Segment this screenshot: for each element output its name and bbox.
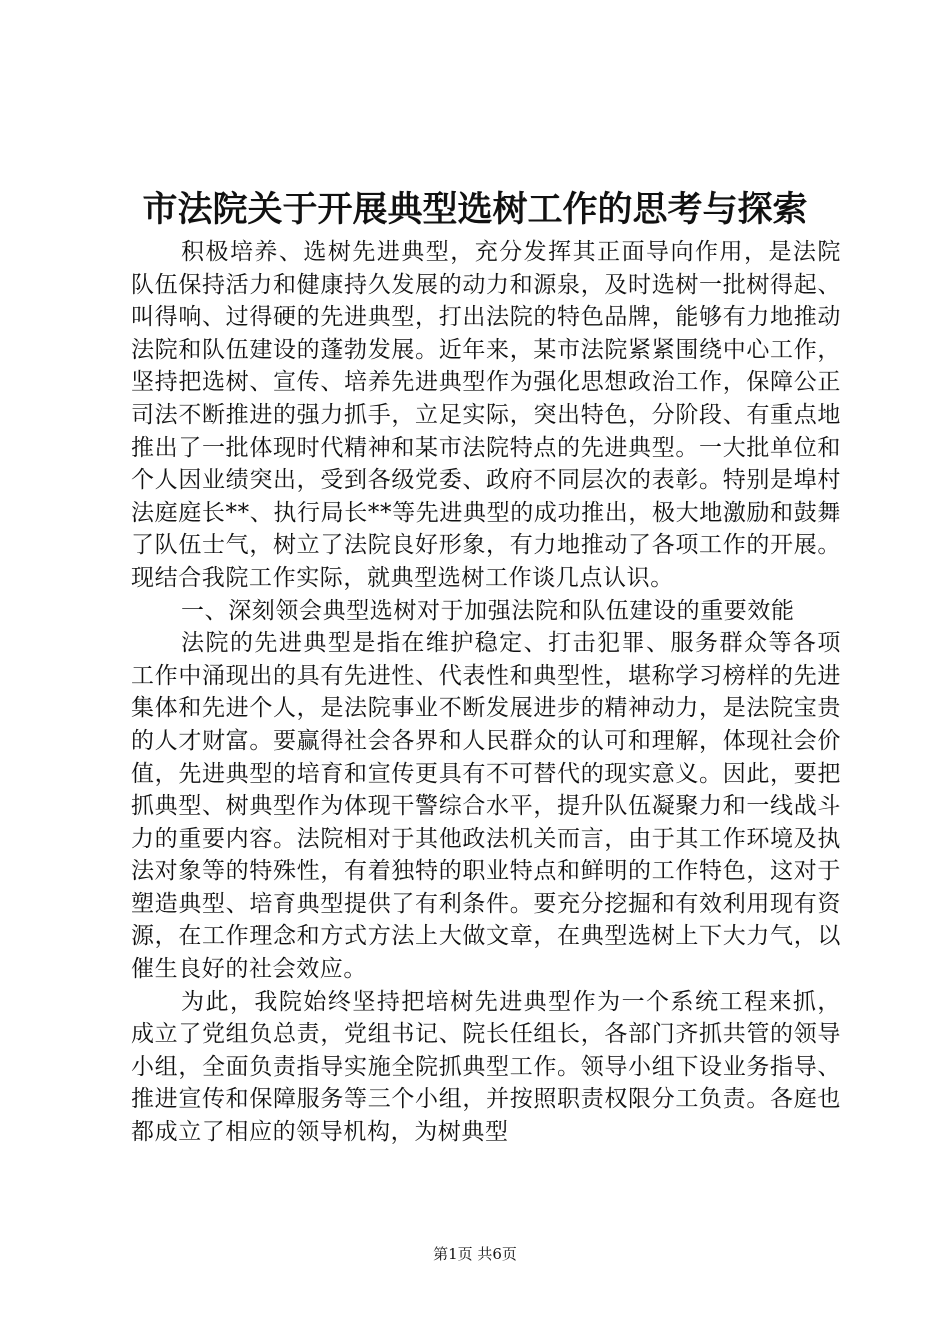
paragraph-intro: 积极培养、选树先进典型，充分发挥其正面导向作用，是法院队伍保持活力和健康持久发展的动力和源泉，及时选树一批树得起、叫得响、过得硬的先进典型，打出法院的特色品牌，能够有力地推动法院和队伍建设的蓬勃发展。近年来，某市法院紧紧围绕中心工作，坚持把选树、宣传、培养先进典型作为强化思想政治工作，保障公正司法不断推进的强力抓手，立足实际，突出特色，分阶段、有重点地推出了一批体现时代精神和某市法院特点的先进典型。一大批单位和个人因业绩突出，受到各级党委、政府不同层次的表彰。特别是埠村法庭庭长**、执行局长**等先进典型的成功推出，极大地激励和鼓舞了队伍士气，树立了法院良好形象，有力地推动了各项工作的开展。现结合我院工作实际，就典型选树工作谈几点认识。: [131, 239, 841, 591]
page-footer: 第1页 共6页: [433, 1245, 517, 1263]
section-heading-1: 一、深刻领会典型选树对于加强法院和队伍建设的重要效能: [181, 597, 795, 624]
paragraph-section-1-cont: 为此，我院始终坚持把培树先进典型作为一个系统工程来抓，成立了党组负总责，党组书记、院长任组长，各部门齐抓共管的领导小组，全面负责指导实施全院抓典型工作。领导小组下设业务指导、推进宣传和保障服务等三个小组，并按照职责权限分工负责。各庭也都成立了相应的领导机构，为树典型: [131, 988, 841, 1146]
paragraph-section-1: 法院的先进典型是指在维护稳定、打击犯罪、服务群众等各项工作中涌现出的具有先进性、代表性和典型性，堪称学习榜样的先进集体和先进个人，是法院事业不断发展进步的精神动力，是法院宝贵的人才财富。要赢得社会各界和人民群众的认可和理解，体现社会价值，先进典型的培育和宣传更具有不可替代的现实意义。因此，要把抓典型、树典型作为体现干警综合水平，提升队伍凝聚力和一线战斗力的重要内容。法院相对于其他政法机关而言，由于其工作环境及执法对象等的特殊性，有着独特的职业特点和鲜明的工作特色，这对于塑造典型、培育典型提供了有利条件。要充分挖掘和有效利用现有资源，在工作理念和方式方法上大做文章，在典型选树上下大力气，以催生良好的社会效应。: [131, 630, 841, 983]
document-title: 市法院关于开展典型选树工作的思考与探索: [142, 189, 808, 230]
document-body: [131, 236, 841, 1149]
